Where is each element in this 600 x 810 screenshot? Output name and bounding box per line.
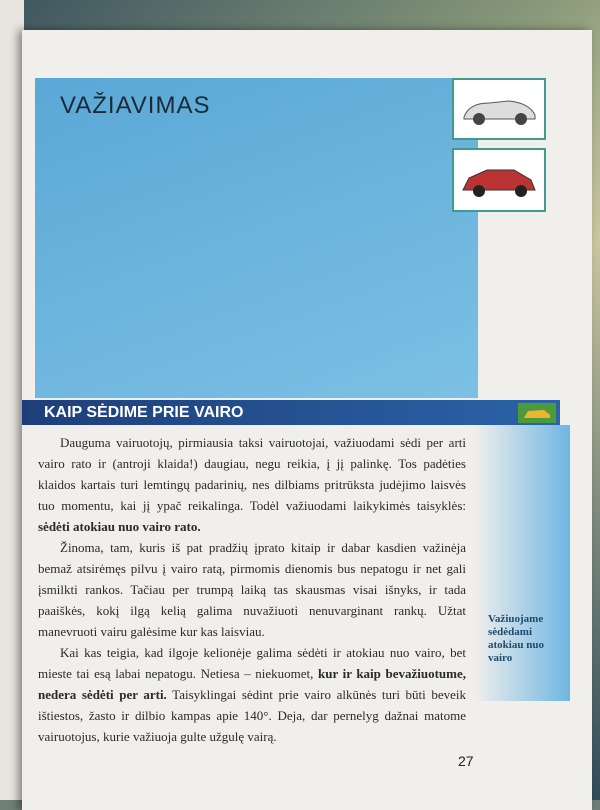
convertible-car-icon [459,89,539,129]
paragraph [38,537,466,642]
paragraph [38,432,466,537]
rally-car-photo [452,148,546,212]
sports-car-photo [452,78,546,140]
margin-caption: Važiuojame sėdėdami atokiau nuo vairo [488,613,544,664]
page-title: VAŽIAVIMAS [60,92,211,119]
section-heading-bar [22,400,560,425]
text: Žinoma, tam, kuris iš pat pradžių įprato kitaip ir dabar kasdien važinėja bemaž atsirėmęs pilvu į vairo ratą, pirmomis dienomis bus nepatogu ir net gali įsmilkti rankos. Tačiau per trumpą laiką tas skausmas visai išnyks, ir tada paaiškės, kokį ilgą kelią galima nuvažiuoti nenuvarginant rankų. Užtat manevruoti vairu galėsime kur kas laisviau. [38,540,466,639]
rally-car-icon [459,160,539,200]
text: Dauguma vairuotojų, pirmiausia taksi vairuotojai, važiuodami sėdi per arti vairo rato ir (antroji klaida!) daugiau, negu reikia, į jį palinkę. Tos padėties klaidos kartais turi lemtingų padarinių, nes dilbiams pritrūksta judėjimo laisvės tuo momentu, kai jį ypač reikalinga. Todėl važiuodami laikykimės taisyklės: [38,435,466,513]
text: Taisyklingai sėdint prie vairo alkūnės turi būti beveik ištiestos, žasto ir dilbio kampas apie 140°. Deja, dar pernelyg dažnai matome vairuotojus, kurie važiuoja gulte užgulę vairą. [38,687,466,744]
blue-panel [35,78,478,398]
body-text [38,432,466,747]
page-number: 27 [458,753,474,769]
text: Kai kas teigia, kad ilgoje kelionėje galima sėdėti ir atokiau nuo vairo, bet mieste tai esą labai nepatogu. Netiesa – niekuomet, [38,645,466,681]
bold-text: sėdėti atokiau nuo vairo rato. [38,519,201,534]
paragraph [38,642,466,747]
facing-page-edge [0,0,24,800]
bold-text: kur ir kaip bevažiuotume, nedera sėdėti per arti. [38,666,466,702]
car-icon [518,403,556,423]
section-heading: KAIP SĖDIME PRIE VAIRO [44,404,244,421]
